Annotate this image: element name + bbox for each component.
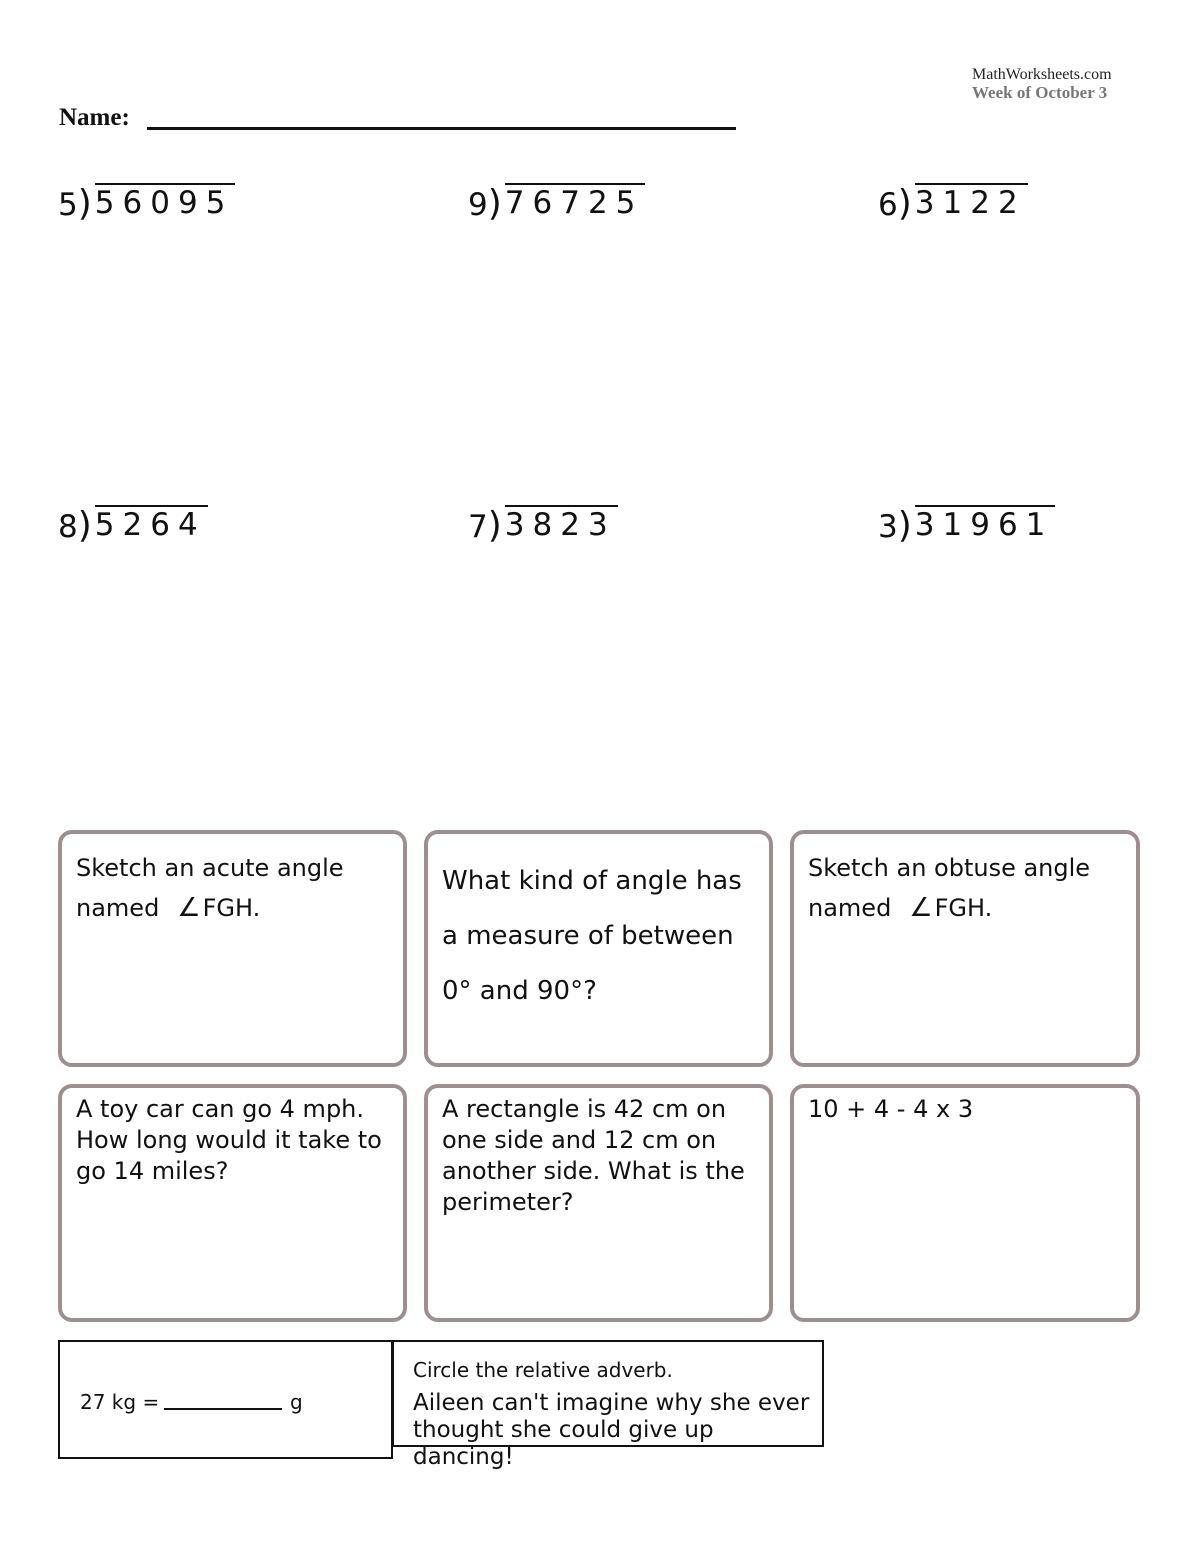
division-problem-6 xyxy=(878,505,1055,546)
divisor: 5 xyxy=(58,187,79,223)
card-expression[interactable] xyxy=(790,1084,1140,1322)
divisor: 6 xyxy=(878,187,899,223)
card-angle-kind[interactable] xyxy=(424,830,773,1067)
dividend: 31961 xyxy=(914,507,1054,543)
conversion-lhs: 27 kg = xyxy=(80,1390,160,1414)
card-named: named xyxy=(76,894,160,922)
division-bracket: ) xyxy=(897,183,913,224)
card-text xyxy=(442,854,759,1019)
angle-icon: ∠ xyxy=(177,893,201,923)
conversion-unit: g xyxy=(290,1390,303,1414)
card-text: A toy car can go 4 mph. How long would it take to go 14 miles? xyxy=(76,1095,382,1185)
divisor: 9 xyxy=(468,187,489,223)
card-toy-car[interactable] xyxy=(58,1084,407,1322)
card-text: 10 + 4 - 4 x 3 xyxy=(808,1095,974,1123)
adverb-sentence[interactable]: Aileen can't imagine why she ever thought she could give up dancing! xyxy=(413,1390,810,1470)
card-line: 0° and 90°? xyxy=(442,976,597,1006)
division-problem-3 xyxy=(878,183,1028,224)
dividend: 76725 xyxy=(504,185,644,221)
adverb-box xyxy=(392,1340,824,1470)
card-line: a measure of between xyxy=(442,921,734,951)
divisor: 7 xyxy=(468,509,489,545)
card-line: What kind of angle has xyxy=(442,866,742,896)
dividend: 5264 xyxy=(94,507,206,543)
card-line: Sketch an obtuse angle xyxy=(808,854,1091,882)
angle-icon: ∠ xyxy=(909,893,933,923)
division-bracket: ) xyxy=(487,505,503,546)
divisor: 3 xyxy=(878,509,899,545)
site-name: MathWorksheets.com xyxy=(972,66,1112,83)
dividend: 3122 xyxy=(914,185,1026,221)
adverb-instruction: Circle the relative adverb. xyxy=(413,1358,673,1382)
division-bracket: ) xyxy=(77,505,93,546)
name-label: Name: xyxy=(59,104,130,131)
angle-name: FGH. xyxy=(934,894,993,922)
card-text xyxy=(76,848,393,928)
division-bracket: ) xyxy=(487,183,503,224)
card-named: named xyxy=(808,894,892,922)
division-problem-1 xyxy=(58,183,235,224)
card-text xyxy=(808,848,1126,928)
division-problem-5 xyxy=(468,505,618,546)
division-problem-2 xyxy=(468,183,645,224)
card-obtuse-angle[interactable] xyxy=(790,830,1140,1067)
brand xyxy=(972,66,1112,103)
card-line: Sketch an acute angle xyxy=(76,854,344,882)
division-bracket: ) xyxy=(897,505,913,546)
card-rectangle[interactable] xyxy=(424,1084,773,1322)
conversion-box xyxy=(58,1340,393,1459)
dividend: 3823 xyxy=(504,507,616,543)
divisor: 8 xyxy=(58,509,79,545)
division-bracket: ) xyxy=(77,183,93,224)
name-line[interactable] xyxy=(147,127,736,130)
division-problem-4 xyxy=(58,505,208,546)
week-label: Week of October 3 xyxy=(972,83,1108,102)
angle-name: FGH. xyxy=(202,894,261,922)
card-text: A rectangle is 42 cm on one side and 12 cm on another side. What is the perimeter? xyxy=(442,1095,745,1216)
dividend: 56095 xyxy=(94,185,234,221)
card-acute-angle[interactable] xyxy=(58,830,407,1067)
answer-blank[interactable] xyxy=(164,1408,282,1410)
